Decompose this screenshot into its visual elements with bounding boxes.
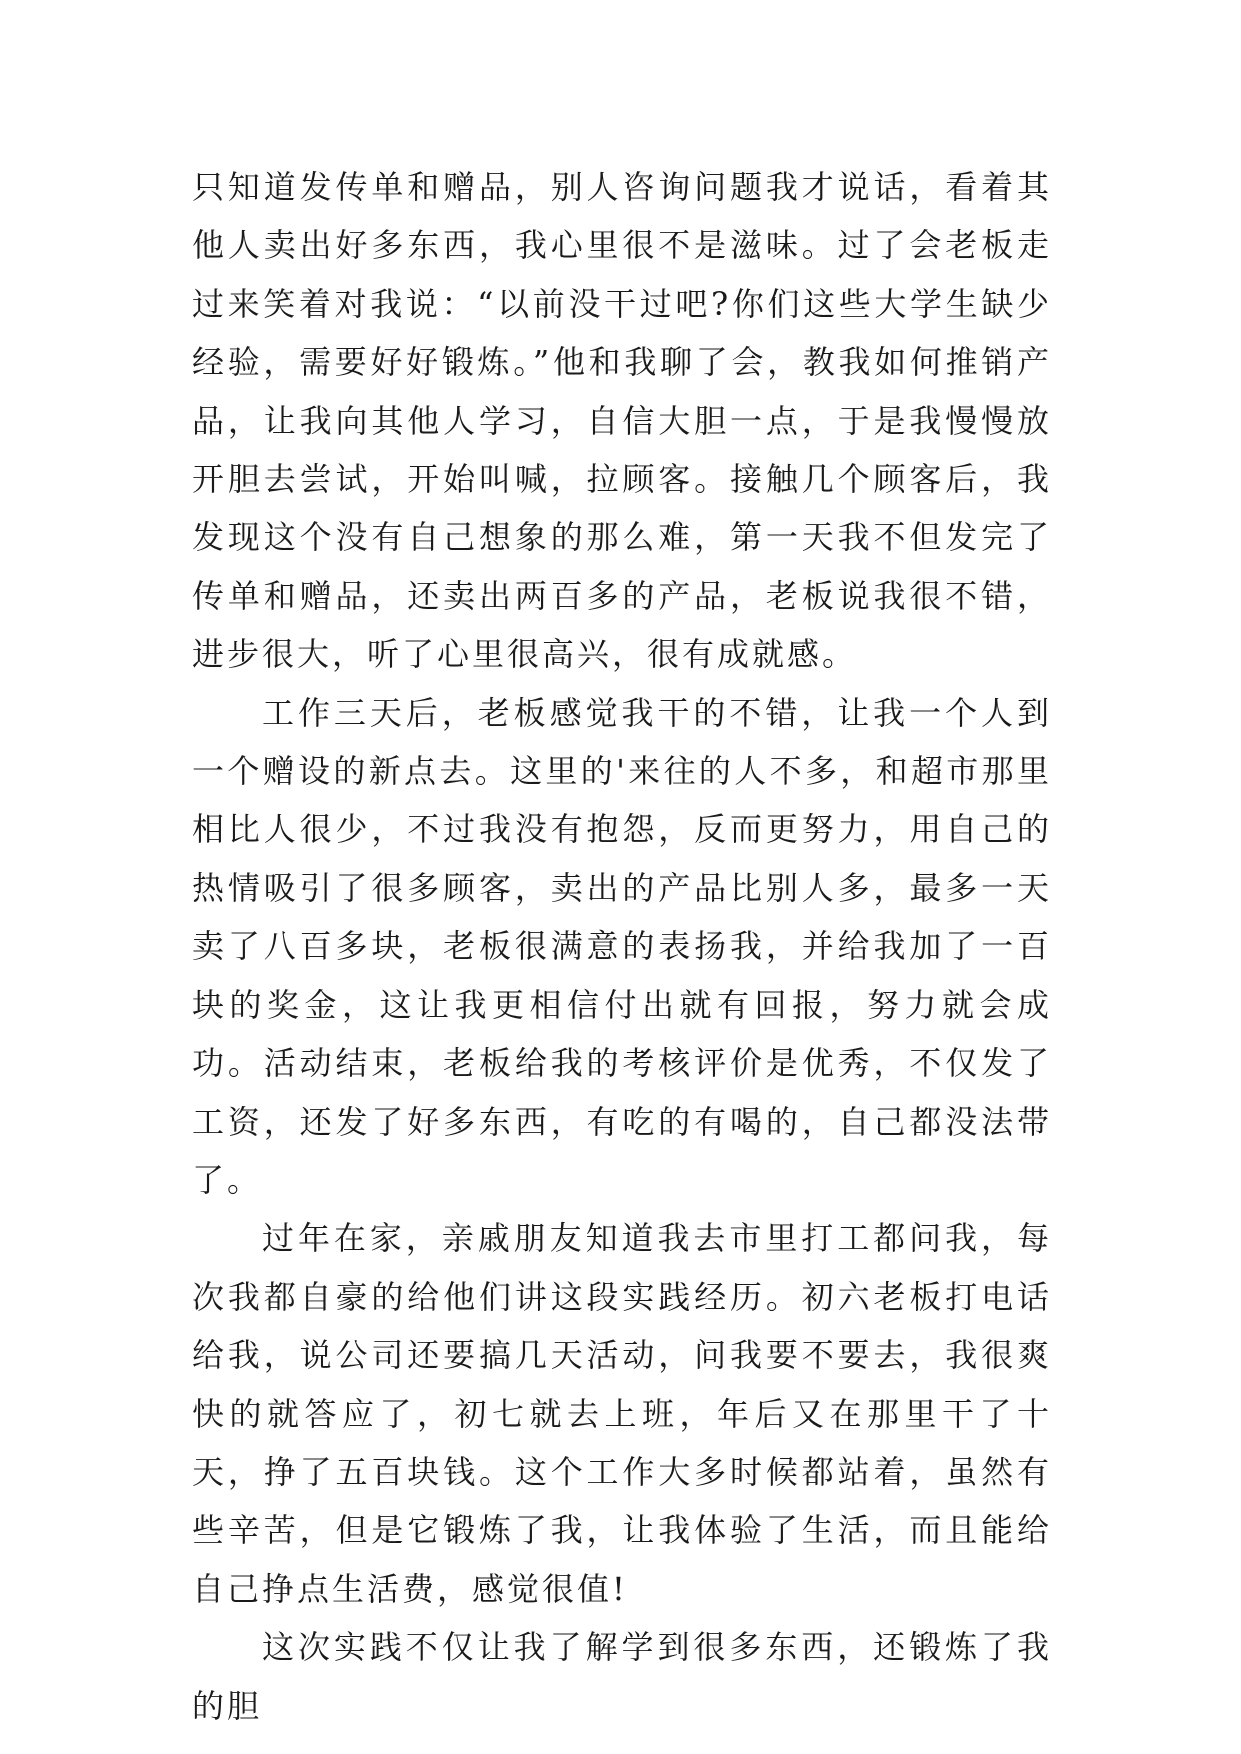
document-body: [192, 158, 1052, 1735]
paragraph-new-work-point: 工作三天后，老板感觉我干的不错，让我一个人到一个赠设的新点去。这里的'来往的人不多，和超市那里相比人很少，不过我没有抱怨，反而更努力，用自己的热情吸引了很多顾客，卖出的产品比别人多，最多一天卖了八百多块，老板很满意的表扬我，并给我加了一百块的奖金，这让我更相信付出就有回报，努力就会成功。活动结束，老板给我的考核评价是优秀，不仅发了工资，还发了好多东西，有吃的有喝的，自己都没法带了。: [192, 693, 1052, 1199]
paragraph-continuation: 只知道发传单和赠品，别人咨询问题我才说话，看着其他人卖出好多东西，我心里很不是滋味。过了会老板走过来笑着对我说：“以前没干过吧?你们这些大学生缺少经验，需要好好锻炼。”他和我聊了会，教我如何推销产品，让我向其他人学习，自信大胆一点，于是我慢慢放开胆去尝试，开始叫喊，拉顾客。接触几个顾客后，我发现这个没有自己想象的那么难，第一天我不但发完了传单和赠品，还卖出两百多的产品，老板说我很不错，进步很大，听了心里很高兴，很有成就感。: [192, 168, 1052, 674]
paragraph-summary: 这次实践不仅让我了解学到很多东西，还锻炼了我的胆: [192, 1628, 1052, 1725]
paragraph-new-year: 过年在家，亲戚朋友知道我去市里打工都问我，每次我都自豪的给他们讲这段实践经历。初六老板打电话给我，说公司还要搞几天活动，问我要不要去，我很爽快的就答应了，初七就去上班，年后又在那里干了十天，挣了五百块钱。这个工作大多时候都站着，虽然有些辛苦，但是它锻炼了我，让我体验了生活，而且能给自己挣点生活费，感觉很值!: [192, 1219, 1052, 1608]
